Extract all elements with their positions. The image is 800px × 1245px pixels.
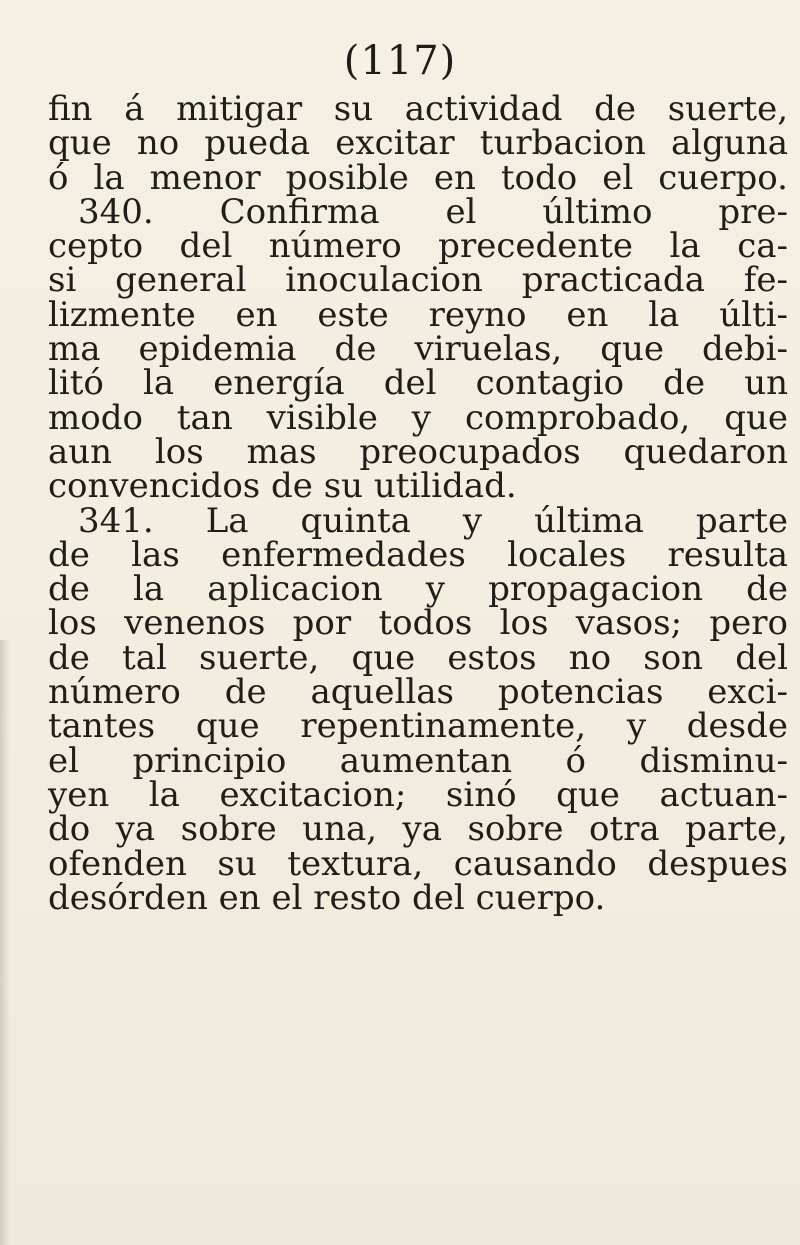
text-line: el principio aumentan ó disminu-: [48, 740, 788, 781]
text-line: convencidos de su utilidad.: [48, 466, 517, 507]
text-line: de la aplicacion y propagacion de: [48, 569, 788, 610]
text-line: fin á mitigar su actividad de suerte,: [48, 89, 788, 129]
text-line: ó la menor posible en todo el cuerpo.: [48, 157, 788, 198]
page-number: (117): [343, 38, 457, 84]
text-line: desórden en el resto del cuerpo.: [48, 877, 606, 918]
text-line: ofenden su textura, causando despues: [48, 843, 788, 884]
text-line: tantes que repentinamente, y desde: [48, 706, 788, 747]
text-line: ma epidemia de viruelas, que debi-: [48, 329, 788, 370]
text-line: de las enfermedades locales resulta: [48, 534, 788, 575]
text-line: litó la energía del contagio de un: [48, 363, 788, 404]
text-line: do ya sobre una, ya sobre otra parte,: [48, 809, 788, 850]
text-line: 340. Confirma el último pre-: [78, 191, 788, 232]
text-line: modo tan visible y comprobado, que: [48, 397, 788, 438]
text-line: aun los mas preocupados quedaron: [48, 431, 788, 472]
text-line: si general inoculacion practicada fe-: [48, 260, 788, 301]
text-line: yen la excitacion; sinó que actuan-: [48, 774, 788, 815]
text-line: cepto del número precedente la ca-: [48, 226, 788, 267]
text-line: lizmente en este reyno en la últi-: [48, 294, 788, 335]
text-line: 341. La quinta y última parte: [78, 500, 788, 541]
text-line: los venenos por todos los vasos; pero: [48, 603, 788, 644]
page-edge-shadow: [0, 640, 10, 1245]
text-line: número de aquellas potencias exci-: [48, 672, 788, 713]
body-text: [48, 89, 788, 918]
text-line: de tal suerte, que estos no son del: [48, 637, 788, 678]
text-line: que no pueda excitar turbacion alguna: [48, 123, 788, 164]
